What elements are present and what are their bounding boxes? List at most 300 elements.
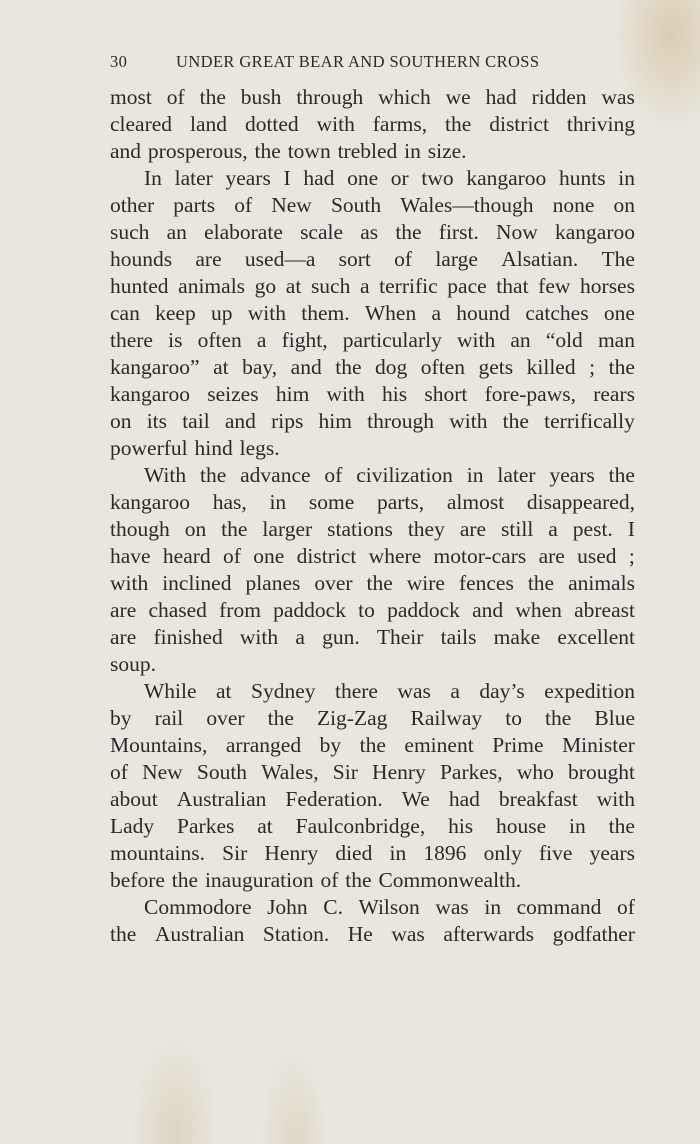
word: scale <box>300 220 344 244</box>
word: often <box>197 328 242 352</box>
word: horses <box>580 274 635 298</box>
word: through <box>367 409 435 433</box>
word: we <box>445 85 471 109</box>
word: Federation. <box>285 787 383 811</box>
word: are <box>459 517 487 541</box>
word: Parkes <box>177 814 235 838</box>
word: can <box>110 301 140 325</box>
word: make <box>493 625 541 649</box>
word: as <box>360 220 379 244</box>
word: parts <box>173 193 216 217</box>
word: bush <box>240 85 282 109</box>
word: prosperous, <box>147 139 248 163</box>
word: the <box>445 112 472 136</box>
word: Sydney <box>251 679 316 703</box>
word: Commodore <box>144 895 252 919</box>
word: hunted <box>110 274 169 298</box>
word: an <box>166 220 187 244</box>
word: particularly <box>342 328 442 352</box>
word: size. <box>427 139 467 163</box>
word: of <box>166 85 185 109</box>
word: with <box>326 382 365 406</box>
word: are <box>195 247 222 271</box>
word: rail <box>154 706 184 730</box>
text-line <box>110 651 635 678</box>
word: an <box>510 328 531 352</box>
word: mountains. <box>110 841 205 865</box>
word: legs. <box>239 436 280 460</box>
word: Commonwealth. <box>378 868 522 892</box>
word: seizes <box>207 382 259 406</box>
word: from <box>219 598 261 622</box>
word: was <box>391 922 425 946</box>
word: elaborate <box>204 220 283 244</box>
word: with <box>596 787 635 811</box>
text-line <box>110 246 635 273</box>
word: when <box>515 598 562 622</box>
word: years <box>549 463 595 487</box>
word: Sir <box>222 841 248 865</box>
word: fight, <box>281 328 328 352</box>
word: a <box>450 679 460 703</box>
word: While <box>144 679 197 703</box>
word: the <box>359 733 386 757</box>
word: later <box>174 166 213 190</box>
word: Zig-Zag <box>316 706 388 730</box>
text-line <box>110 354 635 381</box>
text-line <box>110 732 635 759</box>
word: Australian <box>154 922 245 946</box>
word: had <box>303 166 335 190</box>
word: Mountains, <box>110 733 208 757</box>
word: gets <box>478 355 514 379</box>
word: cleared <box>110 112 173 136</box>
word: 1896 <box>423 841 467 865</box>
text-line <box>110 840 635 867</box>
text-line <box>110 435 635 462</box>
word: animals <box>568 571 635 595</box>
text-line <box>110 786 635 813</box>
word: the <box>200 463 227 487</box>
word: and <box>110 139 142 163</box>
word: of <box>223 544 241 568</box>
word: abreast <box>574 598 635 622</box>
word: five <box>539 841 573 865</box>
word: arranged <box>225 733 302 757</box>
word: terrifically <box>544 409 635 433</box>
word: heard <box>162 544 211 568</box>
word: still <box>501 517 534 541</box>
word: was <box>397 679 431 703</box>
word: hind <box>194 436 233 460</box>
word: Railway <box>410 706 483 730</box>
word: I <box>627 517 635 541</box>
word: finished <box>153 625 223 649</box>
word: and <box>224 409 256 433</box>
text-line <box>110 489 635 516</box>
word: Minister <box>562 733 635 757</box>
word: them. <box>301 301 350 325</box>
word: dog <box>375 355 408 379</box>
word: chased <box>148 598 207 622</box>
word: Wales—though <box>400 193 534 217</box>
word: was <box>435 895 469 919</box>
word: a <box>548 517 558 541</box>
running-title: UNDER GREAT BEAR AND SOUTHERN CROSS <box>176 52 540 71</box>
word: in <box>404 139 421 163</box>
word: other <box>110 193 155 217</box>
word: Australian <box>176 787 267 811</box>
word: died <box>335 841 373 865</box>
word: New <box>271 193 312 217</box>
word: or <box>390 166 409 190</box>
word: with <box>110 571 149 595</box>
word: though <box>110 517 170 541</box>
word: ; <box>628 544 635 568</box>
word: district <box>489 112 549 136</box>
word: large <box>435 247 478 271</box>
word: hounds <box>110 247 173 271</box>
word: excellent <box>557 625 635 649</box>
word: the <box>254 139 281 163</box>
word: command <box>516 895 602 919</box>
text-line <box>110 894 635 921</box>
word: at <box>213 355 229 379</box>
word: are <box>110 598 137 622</box>
word: up <box>210 301 233 325</box>
word: He <box>347 922 373 946</box>
word: breakfast <box>498 787 578 811</box>
word: with <box>456 328 496 352</box>
word: there <box>110 328 153 352</box>
word: New <box>142 760 183 784</box>
word: a <box>431 301 442 325</box>
word: of <box>324 463 343 487</box>
word: they <box>407 517 445 541</box>
word: killed <box>526 355 576 379</box>
word: house <box>496 814 547 838</box>
word: With <box>144 463 187 487</box>
word: Faulconbridge, <box>295 814 426 838</box>
text-line <box>110 165 635 192</box>
word: at <box>285 274 302 298</box>
word: I <box>283 166 291 190</box>
word: had <box>485 85 517 109</box>
word: Wilson <box>358 895 420 919</box>
word: inclined <box>162 571 232 595</box>
word: with <box>316 112 355 136</box>
word: the <box>395 220 422 244</box>
word: When <box>364 301 417 325</box>
text-line <box>110 192 635 219</box>
text-line <box>110 408 635 435</box>
word: over <box>206 706 245 730</box>
word: the <box>545 706 572 730</box>
text-line <box>110 705 635 732</box>
word: C. <box>323 895 343 919</box>
word: the <box>527 571 555 595</box>
word: Blue <box>594 706 635 730</box>
word: John <box>267 895 308 919</box>
word: afterwards <box>443 922 535 946</box>
word: Alsatian. <box>501 247 579 271</box>
word: gun. <box>322 625 360 649</box>
word: fences <box>458 571 514 595</box>
word: of <box>320 868 339 892</box>
word: at <box>257 814 273 838</box>
word: with <box>247 301 286 325</box>
word: the <box>366 571 393 595</box>
word: one <box>347 166 379 190</box>
word: where <box>368 544 422 568</box>
word: short <box>424 382 468 406</box>
word: in <box>618 166 635 190</box>
text-line <box>110 678 635 705</box>
text-line <box>110 921 635 948</box>
word: few <box>538 274 571 298</box>
word: a <box>295 625 305 649</box>
word: Prime <box>492 733 544 757</box>
word: on <box>184 517 207 541</box>
word: motor-cars <box>433 544 527 568</box>
word: on <box>613 193 635 217</box>
word: planes <box>245 571 301 595</box>
word: such <box>310 274 351 298</box>
word: is <box>168 328 183 352</box>
word: are <box>538 544 565 568</box>
word: have <box>110 544 151 568</box>
word: and <box>290 355 322 379</box>
word: the <box>345 868 372 892</box>
word: to <box>358 598 375 622</box>
word: Station. <box>262 922 330 946</box>
word: South <box>196 760 248 784</box>
text-line <box>110 624 635 651</box>
word: about <box>110 787 158 811</box>
word: sort <box>338 247 371 271</box>
word: of <box>110 760 128 784</box>
word: his <box>382 382 408 406</box>
word: keep <box>155 301 196 325</box>
word: its <box>146 409 168 433</box>
word: first. <box>438 220 479 244</box>
word: hunts <box>558 166 606 190</box>
word: kangaroo <box>555 220 635 244</box>
word: go <box>254 274 277 298</box>
word: parts, <box>376 490 425 514</box>
word: the <box>171 868 199 892</box>
word: paddock <box>387 598 460 622</box>
word: soup. <box>110 652 156 676</box>
word: with <box>239 625 279 649</box>
word: his <box>448 814 474 838</box>
word: kangaroo <box>110 382 190 406</box>
word: The <box>601 247 635 271</box>
page-number: 30 <box>110 52 128 71</box>
word: ; <box>589 355 596 379</box>
word: in <box>269 490 287 514</box>
word: the <box>199 85 226 109</box>
word: the <box>221 517 248 541</box>
word: with <box>449 409 488 433</box>
word: district <box>296 544 357 568</box>
word: thriving <box>566 112 635 136</box>
word: civilization <box>356 463 453 487</box>
word: expedition <box>544 679 635 703</box>
word: terrific <box>379 274 438 298</box>
word: hound <box>456 301 511 325</box>
word: had <box>448 787 480 811</box>
text-line <box>110 300 635 327</box>
word: him <box>275 382 310 406</box>
word: years <box>225 166 271 190</box>
word: tails <box>440 625 477 649</box>
text-line <box>110 273 635 300</box>
word: kangaroo <box>110 490 190 514</box>
text-line <box>110 759 635 786</box>
word: disappeared, <box>526 490 635 514</box>
word: has, <box>212 490 247 514</box>
word: Henry <box>372 760 426 784</box>
text-line <box>110 327 635 354</box>
word: fore-paws, <box>484 382 576 406</box>
word: at <box>216 679 232 703</box>
word: man <box>597 328 635 352</box>
word: used—a <box>244 247 316 271</box>
word: Their <box>376 625 424 649</box>
word: in <box>389 841 407 865</box>
word: are <box>110 625 137 649</box>
word: Wales, <box>261 760 319 784</box>
word: in <box>569 814 586 838</box>
word: a <box>256 328 267 352</box>
word: by <box>319 733 342 757</box>
word: and <box>472 598 504 622</box>
word: powerful <box>110 436 188 460</box>
text-line <box>110 543 635 570</box>
word: bay, <box>242 355 278 379</box>
word: larger <box>262 517 313 541</box>
word: Parkes, <box>439 760 503 784</box>
word: brought <box>568 760 635 784</box>
word: land <box>189 112 228 136</box>
word: day’s <box>479 679 525 703</box>
word: which <box>378 85 431 109</box>
text-line <box>110 111 635 138</box>
word: him <box>318 409 352 433</box>
word: was <box>601 85 635 109</box>
word: dotted <box>244 112 299 136</box>
word: paddock <box>273 598 346 622</box>
word: two <box>421 166 454 190</box>
word: one <box>253 544 285 568</box>
word: pest. <box>572 517 613 541</box>
word: the <box>335 355 362 379</box>
text-line <box>110 219 635 246</box>
text-line <box>110 570 635 597</box>
word: there <box>334 679 378 703</box>
word: by <box>110 706 132 730</box>
word: through <box>296 85 364 109</box>
text-line <box>110 462 635 489</box>
word: one <box>603 301 635 325</box>
word: in <box>466 463 484 487</box>
word: the <box>608 355 635 379</box>
text-line <box>110 516 635 543</box>
word: kangaroo” <box>110 355 200 379</box>
word: used <box>577 544 617 568</box>
text-line <box>110 813 635 840</box>
text-line <box>110 867 635 894</box>
word: such <box>110 220 150 244</box>
word: of <box>394 247 413 271</box>
word: farms, <box>372 112 428 136</box>
word: none <box>552 193 595 217</box>
word: over <box>314 571 353 595</box>
word: We <box>401 787 430 811</box>
word: trebled <box>337 139 398 163</box>
word: in <box>484 895 502 919</box>
word: South <box>330 193 382 217</box>
word: tail <box>182 409 210 433</box>
word: that <box>496 274 529 298</box>
text-line <box>110 138 635 165</box>
word: town <box>287 139 331 163</box>
word: wire <box>406 571 445 595</box>
word: the <box>502 409 529 433</box>
page-header <box>110 52 635 74</box>
word: only <box>483 841 522 865</box>
text-line <box>110 84 635 111</box>
word: Now <box>496 220 538 244</box>
word: animals <box>178 274 246 298</box>
word: who <box>516 760 554 784</box>
word: years <box>589 841 635 865</box>
word: kangaroo <box>466 166 547 190</box>
word: later <box>497 463 536 487</box>
word: Sir <box>332 760 358 784</box>
word: advance <box>240 463 311 487</box>
word: stations <box>327 517 393 541</box>
text-line <box>110 381 635 408</box>
word: the <box>267 706 294 730</box>
word: rears <box>593 382 635 406</box>
word: to <box>505 706 522 730</box>
word: some <box>308 490 355 514</box>
word: pace <box>447 274 487 298</box>
word: Lady <box>110 814 155 838</box>
word: ridden <box>531 85 587 109</box>
word: godfather <box>552 922 635 946</box>
word: eminent <box>404 733 474 757</box>
word: In <box>144 166 162 190</box>
text-line <box>110 597 635 624</box>
word: the <box>608 463 635 487</box>
word: almost <box>446 490 505 514</box>
word: the <box>110 922 137 946</box>
word: of <box>234 193 253 217</box>
word: rips <box>271 409 304 433</box>
word: often <box>420 355 465 379</box>
word: Henry <box>264 841 319 865</box>
word: catches <box>525 301 589 325</box>
word: a <box>359 274 370 298</box>
body-text <box>110 84 635 948</box>
word: of <box>617 895 635 919</box>
word: inauguration <box>204 868 314 892</box>
word: the <box>608 814 635 838</box>
word: on <box>110 409 132 433</box>
